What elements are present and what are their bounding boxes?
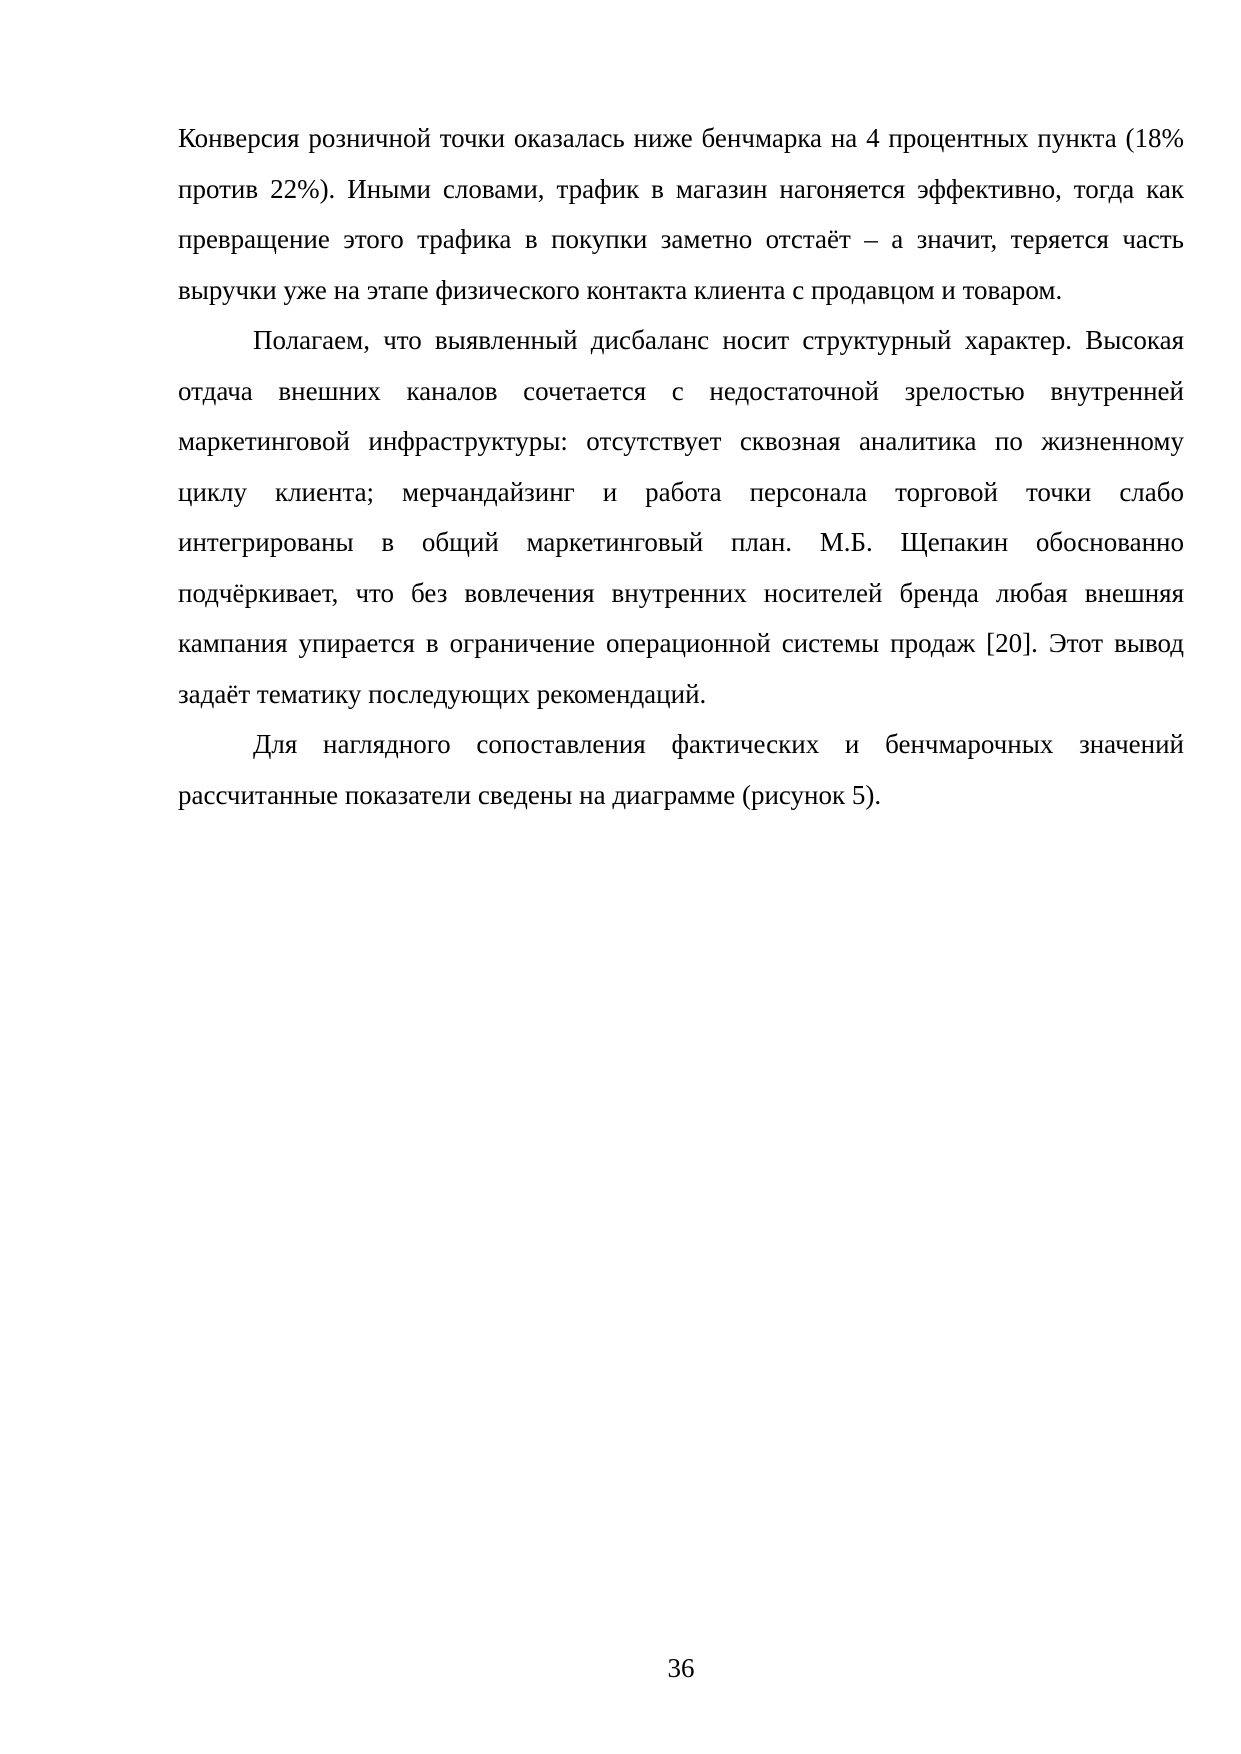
paragraph-diagram-reference: Для наглядного сопоставления фактических и бенчмарочных значений рассчитанные показатели сведены на диаграмме (рисунок 5). <box>178 729 1184 810</box>
paragraph-conversion: Конверсия розничной точки оказалась ниже бенчмарка на 4 процентных пункта (18% против 22%). Иными словами, трафик в магазин нагоняется эффективно, тогда как превращение этого трафика в покупки заметно отстаёт – а значит, теряется часть выручки уже на этапе физического контакта клиента с продавцом и товаром. <box>178 123 1184 305</box>
paragraph-imbalance: Полагаем, что выявленный дисбаланс носит структурный характер. Высокая отдача внешних каналов сочетается с недостаточной зрелостью внутренней маркетинговой инфраструктуры: отсутствует сквозная аналитика по жизненному циклу клиента; мерчандайзинг и работа персонала торговой точки слабо интегрированы в общий маркетинговый план. М.Б. Щепакин обоснованно подчёркивает, что без вовлечения внутренних носителей бренда любая внешняя кампания упирается в ограничение операционной системы продаж [20]. Этот вывод задаёт тематику последующих рекомендаций. <box>178 325 1184 709</box>
page-number: 36 <box>667 1653 695 1683</box>
document-body <box>178 113 1184 820</box>
